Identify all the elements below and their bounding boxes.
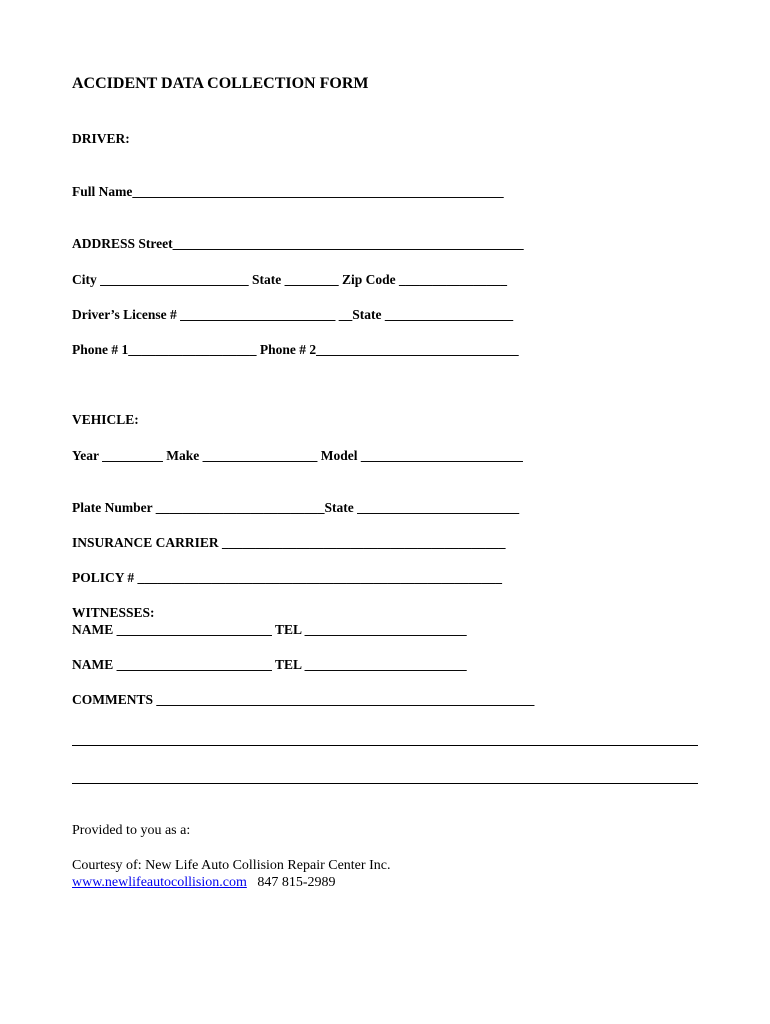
phone-number: 847 815-2989 <box>257 875 336 890</box>
comments-line-2[interactable] <box>72 745 698 746</box>
witnesses-heading: WITNESSES: <box>72 605 155 620</box>
driver-heading: DRIVER: <box>72 131 130 146</box>
year-make-model-field[interactable]: Year _________ Make _________________ Model ________________________ <box>72 448 523 463</box>
comments-field[interactable]: COMMENTS ________________________________________________________ <box>72 692 535 707</box>
city-state-zip-field[interactable]: City ______________________ State ________ Zip Code ________________ <box>72 272 507 287</box>
address-field[interactable]: ADDRESS Street____________________________________________________ <box>72 236 524 251</box>
form-title: ACCIDENT DATA COLLECTION FORM <box>72 75 369 92</box>
full-name-field[interactable]: Full Name_______________________________________________________ <box>72 184 504 199</box>
drivers-license-field[interactable]: Driver’s License # _______________________ __State ___________________ <box>72 307 514 322</box>
plate-number-field[interactable]: Plate Number _________________________State ________________________ <box>72 500 520 515</box>
insurance-carrier-field[interactable]: INSURANCE CARRIER __________________________________________ <box>72 535 506 550</box>
website-link[interactable]: www.newlifeautocollision.com <box>72 875 247 890</box>
witness-2-field[interactable]: NAME _______________________ TEL ________________________ <box>72 657 467 672</box>
comments-line-3[interactable] <box>72 783 698 784</box>
policy-number-field[interactable]: POLICY # ______________________________________________________ <box>72 570 503 585</box>
courtesy-text: Courtesy of: New Life Auto Collision Repair Center Inc. <box>72 858 391 873</box>
provided-text: Provided to you as a: <box>72 823 191 838</box>
witness-1-field[interactable]: NAME _______________________ TEL ________________________ <box>72 622 467 637</box>
phone-fields[interactable]: Phone # 1___________________ Phone # 2______________________________ <box>72 342 519 357</box>
vehicle-heading: VEHICLE: <box>72 412 139 427</box>
contact-line <box>72 875 336 891</box>
